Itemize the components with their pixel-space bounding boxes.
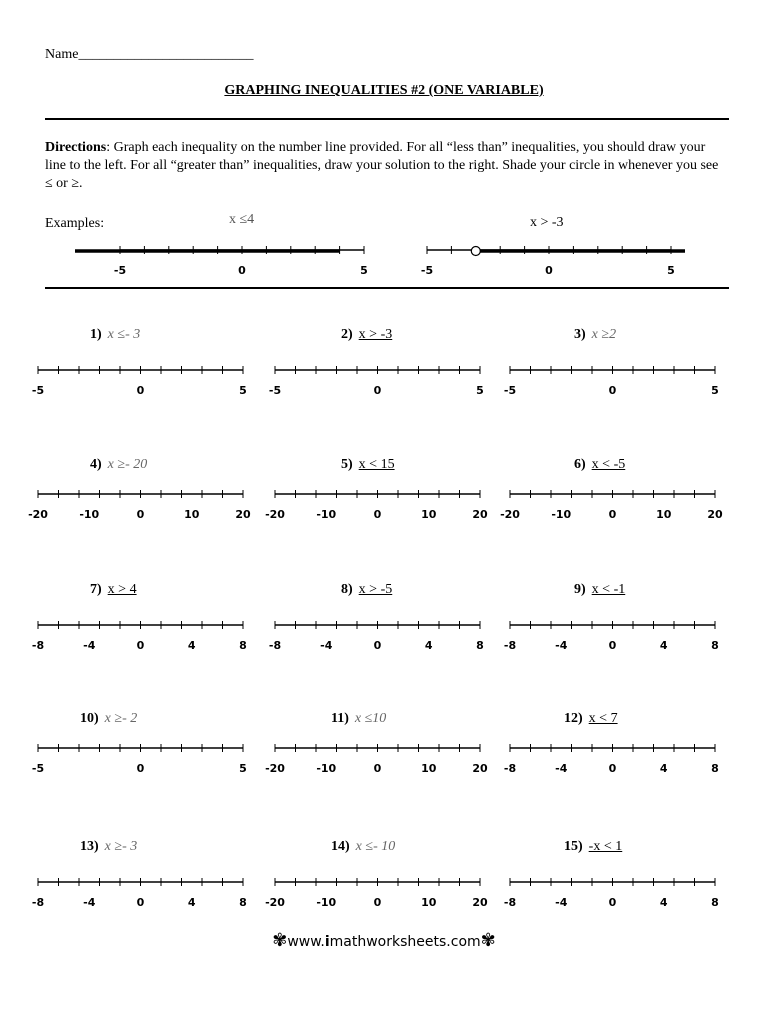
tick-label: 20 <box>472 762 488 775</box>
footer-bold: i <box>324 934 330 950</box>
footer-website <box>0 930 768 951</box>
problem-number: 9) <box>574 582 586 597</box>
tick-label: 0 <box>136 508 145 521</box>
problem-7-label <box>90 582 137 598</box>
tick-label: 0 <box>373 896 382 909</box>
tick-label: 8 <box>711 639 719 652</box>
tick-label: -5 <box>113 264 127 277</box>
problem-9-number-line[interactable] <box>500 617 725 653</box>
problem-inequality: x > 4 <box>107 582 137 597</box>
problem-inequality: x ≤- 3 <box>107 327 141 342</box>
problem-inequality: x ≥2 <box>591 327 617 342</box>
footer-prefix: www. <box>287 934 325 950</box>
tick-label: 0 <box>373 762 382 775</box>
problem-2-label <box>341 327 392 343</box>
problem-number: 15) <box>564 839 583 854</box>
directions-text: : Graph each inequality on the number line provided. For all “less than” inequalities, you should draw your line to the left. For all “greater than” inequalities, draw your solution to the right. Shade your circle in whenever you see ≤ or ≥. <box>45 140 719 191</box>
tick-label: 4 <box>187 639 196 652</box>
problem-inequality: x > -5 <box>358 582 393 597</box>
flower-icon-left: ✾ <box>272 930 288 951</box>
tick-label: 8 <box>239 639 247 652</box>
problem-11-number-line[interactable] <box>265 740 490 776</box>
problem-10-label <box>80 711 137 727</box>
tick-label: 0 <box>545 264 553 277</box>
tick-label: 0 <box>136 384 145 397</box>
problem-8-number-line[interactable] <box>265 617 490 653</box>
problem-inequality: x < -1 <box>591 582 626 597</box>
tick-label: 10 <box>421 762 437 775</box>
tick-label: -10 <box>316 762 337 775</box>
problem-number: 2) <box>341 327 353 342</box>
problem-3-number-line[interactable] <box>500 362 725 398</box>
name-label: Name <box>45 47 79 62</box>
tick-label: 4 <box>659 896 668 909</box>
problem-1-number-line[interactable] <box>28 362 253 398</box>
problem-4-number-line[interactable] <box>28 486 253 522</box>
tick-label: -4 <box>555 639 568 652</box>
example-2-inequality: x > -3 <box>530 215 564 230</box>
tick-label: -8 <box>268 639 282 652</box>
tick-label: -4 <box>83 639 96 652</box>
examples-divider <box>45 287 729 289</box>
tick-label: 5 <box>667 264 675 277</box>
problem-6-number-line[interactable] <box>500 486 725 522</box>
tick-label: -5 <box>31 762 45 775</box>
problem-5-number-line[interactable] <box>265 486 490 522</box>
problem-inequality: x ≥- 3 <box>104 839 138 854</box>
problem-number: 13) <box>80 839 99 854</box>
name-blank[interactable]: _________________________ <box>78 47 254 62</box>
problem-inequality: x ≥- 2 <box>104 711 138 726</box>
tick-label: -20 <box>500 508 520 521</box>
problem-4-label <box>90 457 147 473</box>
problem-12-number-line[interactable] <box>500 740 725 776</box>
problem-8-label <box>341 582 392 598</box>
problem-inequality: x < -5 <box>591 457 626 472</box>
problem-number: 5) <box>341 457 353 472</box>
tick-label: 20 <box>235 508 251 521</box>
problem-13-number-line[interactable] <box>28 874 253 910</box>
header-divider <box>45 118 729 120</box>
tick-label: 0 <box>608 384 617 397</box>
tick-label: 10 <box>184 508 200 521</box>
tick-label: 8 <box>239 896 247 909</box>
problem-number: 6) <box>574 457 586 472</box>
tick-label: 0 <box>238 264 246 277</box>
problem-inequality: x ≤10 <box>354 711 387 726</box>
problem-6-label <box>574 457 625 473</box>
tick-label: 20 <box>472 508 488 521</box>
tick-label: 4 <box>424 639 433 652</box>
tick-label: 5 <box>239 384 247 397</box>
directions-label: Directions <box>45 140 107 155</box>
problem-number: 8) <box>341 582 353 597</box>
tick-label: 8 <box>711 762 719 775</box>
tick-label: -20 <box>265 762 285 775</box>
tick-label: 5 <box>360 264 368 277</box>
tick-label: 0 <box>373 384 382 397</box>
tick-label: -5 <box>503 384 517 397</box>
worksheet-title: GRAPHING INEQUALITIES #2 (ONE VARIABLE) <box>224 83 544 98</box>
examples-label: Examples: <box>45 216 105 231</box>
problem-number: 7) <box>90 582 102 597</box>
tick-label: 20 <box>707 508 723 521</box>
problem-2-number-line[interactable] <box>265 362 490 398</box>
problem-number: 3) <box>574 327 586 342</box>
problem-13-label <box>80 839 137 855</box>
tick-label: 0 <box>608 896 617 909</box>
tick-label: -5 <box>268 384 282 397</box>
tick-label: -8 <box>503 762 517 775</box>
tick-label: 10 <box>656 508 672 521</box>
tick-label: -10 <box>79 508 100 521</box>
tick-label: 8 <box>711 896 719 909</box>
tick-label: 0 <box>136 639 145 652</box>
problem-number: 4) <box>90 457 102 472</box>
name-field[interactable] <box>45 47 253 63</box>
problem-9-label <box>574 582 625 598</box>
tick-label: 5 <box>711 384 719 397</box>
tick-label: 10 <box>421 508 437 521</box>
footer-suffix: mathworksheets.com <box>329 934 481 950</box>
tick-label: -4 <box>555 762 568 775</box>
problem-number: 10) <box>80 711 99 726</box>
problem-10-number-line[interactable] <box>28 740 253 776</box>
directions-block <box>45 139 725 193</box>
problem-15-number-line[interactable] <box>500 874 725 910</box>
problem-7-number-line[interactable] <box>28 617 253 653</box>
problem-number: 1) <box>90 327 102 342</box>
tick-label: 0 <box>608 639 617 652</box>
problem-11-label <box>331 711 386 727</box>
tick-label: 0 <box>136 896 145 909</box>
tick-label: 5 <box>476 384 484 397</box>
tick-label: 0 <box>136 762 145 775</box>
tick-label: -10 <box>551 508 572 521</box>
problem-number: 12) <box>564 711 583 726</box>
tick-label: 4 <box>187 896 196 909</box>
tick-label: -5 <box>420 264 434 277</box>
problem-number: 14) <box>331 839 350 854</box>
problem-14-label <box>331 839 395 855</box>
problem-1-label <box>90 327 140 343</box>
tick-label: 5 <box>239 762 247 775</box>
tick-label: -10 <box>316 896 337 909</box>
tick-label: 0 <box>373 508 382 521</box>
problem-15-label <box>564 839 622 855</box>
tick-label: -8 <box>31 896 45 909</box>
tick-label: -10 <box>316 508 337 521</box>
tick-label: 8 <box>476 639 484 652</box>
problem-inequality: x > -3 <box>358 327 393 342</box>
problem-inequality: x ≥- 20 <box>107 457 148 472</box>
tick-label: 4 <box>659 639 668 652</box>
tick-label: 4 <box>659 762 668 775</box>
tick-label: -20 <box>28 508 48 521</box>
flower-icon-right: ✾ <box>480 930 496 951</box>
problem-14-number-line[interactable] <box>265 874 490 910</box>
tick-label: -8 <box>503 896 517 909</box>
open-circle-marker <box>471 247 480 256</box>
problem-number: 11) <box>331 711 349 726</box>
tick-label: -8 <box>503 639 517 652</box>
problem-5-label <box>341 457 395 473</box>
problem-inequality: x < 7 <box>588 711 618 726</box>
tick-label: 0 <box>373 639 382 652</box>
example-1-number-line[interactable] <box>65 242 379 278</box>
tick-label: -4 <box>555 896 568 909</box>
problem-inequality: x ≤- 10 <box>355 839 396 854</box>
problem-inequality: -x < 1 <box>588 839 623 854</box>
problem-12-label <box>564 711 618 727</box>
tick-label: 0 <box>608 762 617 775</box>
example-1-inequality: x ≤4 <box>229 212 255 227</box>
example-2-number-line[interactable] <box>417 242 701 278</box>
tick-label: -4 <box>83 896 96 909</box>
problem-inequality: x < 15 <box>358 457 395 472</box>
tick-label: -4 <box>320 639 333 652</box>
tick-label: 0 <box>608 508 617 521</box>
tick-label: -8 <box>31 639 45 652</box>
problem-3-label <box>574 327 616 343</box>
tick-label: -20 <box>265 508 285 521</box>
tick-label: 20 <box>472 896 488 909</box>
tick-label: 10 <box>421 896 437 909</box>
tick-label: -5 <box>31 384 45 397</box>
tick-label: -20 <box>265 896 285 909</box>
